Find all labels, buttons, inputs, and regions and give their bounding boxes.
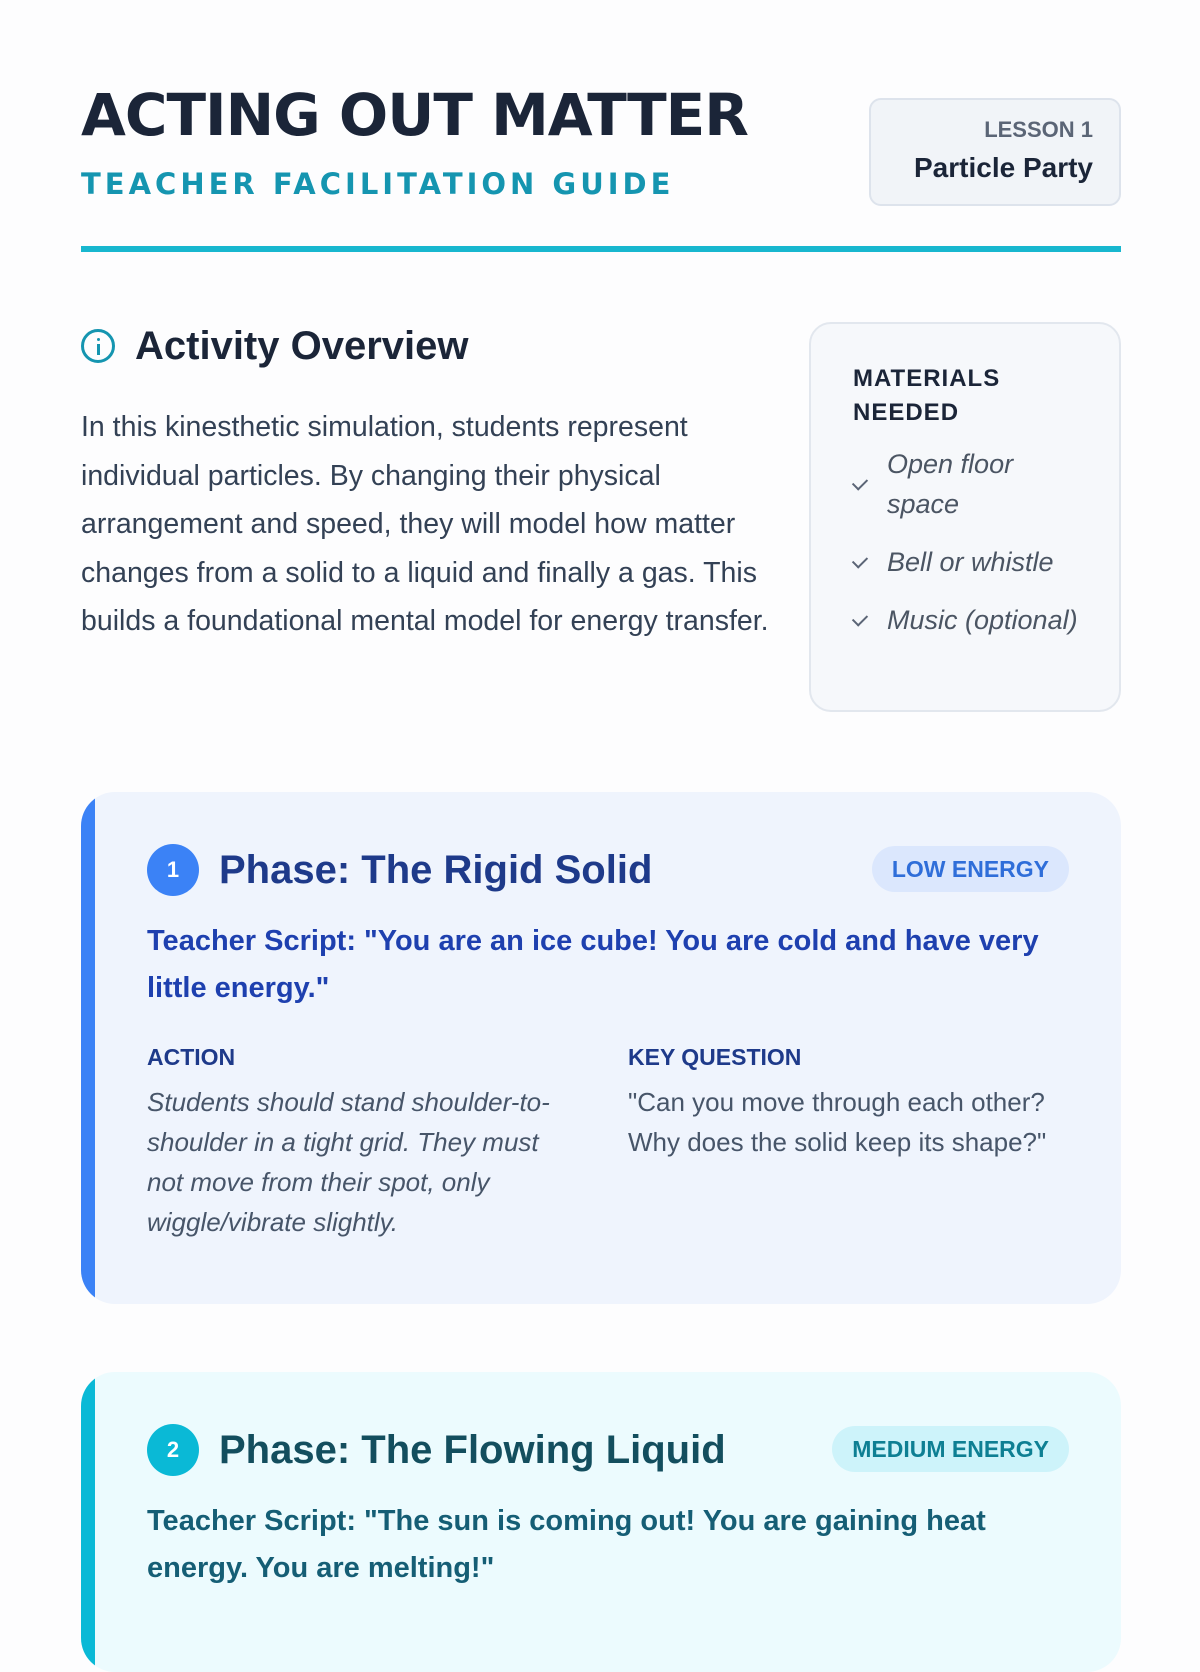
lesson-badge bbox=[869, 98, 1121, 206]
energy-badge: LOW ENERGY bbox=[872, 846, 1069, 892]
header bbox=[81, 80, 1121, 255]
energy-badge: MEDIUM ENERGY bbox=[832, 1426, 1069, 1472]
list-item bbox=[853, 600, 1089, 640]
action-text: Students should stand shoulder-to-shoulder in a tight grid. They must not move from their spot, only wiggle/vibrate slightly. bbox=[147, 1087, 550, 1237]
phase-heading bbox=[147, 1424, 726, 1476]
phase-number-badge: 2 bbox=[147, 1424, 199, 1476]
phase-title: Phase: The Rigid Solid bbox=[219, 847, 653, 892]
lesson-number: LESSON 1 bbox=[984, 117, 1093, 142]
overview-text: In this kinesthetic simulation, students represent individual particles. By changing their physical arrangement and speed, they will model how matter changes from a solid to a liquid and finally a gas. This builds a foundational mental model for energy transfer. bbox=[81, 411, 769, 638]
list-item bbox=[853, 542, 1089, 582]
overview-title: Activity Overview bbox=[135, 323, 469, 368]
phase-card-solid bbox=[81, 792, 1121, 1304]
key-question-text: "Can you move through each other? Why does the solid keep its shape?" bbox=[628, 1087, 1047, 1157]
materials-title: MATERIALS NEEDED bbox=[853, 365, 1001, 426]
material-label: Bell or whistle bbox=[887, 547, 1054, 577]
material-label: Open floor space bbox=[887, 449, 1014, 519]
document-title: ACTING OUT MATTER bbox=[81, 81, 748, 149]
check-icon bbox=[852, 610, 868, 626]
list-item bbox=[853, 444, 1089, 524]
check-icon bbox=[852, 552, 868, 568]
teacher-script: Teacher Script: "You are an ice cube! You are cold and have very little energy." bbox=[147, 925, 1039, 1004]
materials-panel bbox=[809, 322, 1121, 712]
key-question-label: KEY QUESTION bbox=[628, 1044, 802, 1070]
lesson-name: Particle Party bbox=[914, 152, 1093, 183]
phase-accent-bar bbox=[81, 792, 95, 1304]
activity-overview bbox=[81, 320, 1121, 720]
phase-heading bbox=[147, 844, 652, 896]
phase-number-badge: 1 bbox=[147, 844, 199, 896]
action-label: ACTION bbox=[147, 1044, 236, 1070]
overview-heading bbox=[81, 320, 469, 372]
info-icon bbox=[81, 329, 115, 363]
phase-card-liquid bbox=[81, 1372, 1121, 1672]
phase-accent-bar bbox=[81, 1372, 95, 1672]
materials-list bbox=[853, 444, 1089, 640]
document-subtitle: TEACHER FACILITATION GUIDE bbox=[81, 167, 675, 201]
phase-title: Phase: The Flowing Liquid bbox=[219, 1427, 726, 1472]
header-divider bbox=[81, 246, 1121, 252]
check-icon bbox=[852, 474, 868, 490]
material-label: Music (optional) bbox=[887, 605, 1078, 635]
teacher-script: Teacher Script: "The sun is coming out! You are gaining heat energy. You are melting!" bbox=[147, 1505, 986, 1584]
